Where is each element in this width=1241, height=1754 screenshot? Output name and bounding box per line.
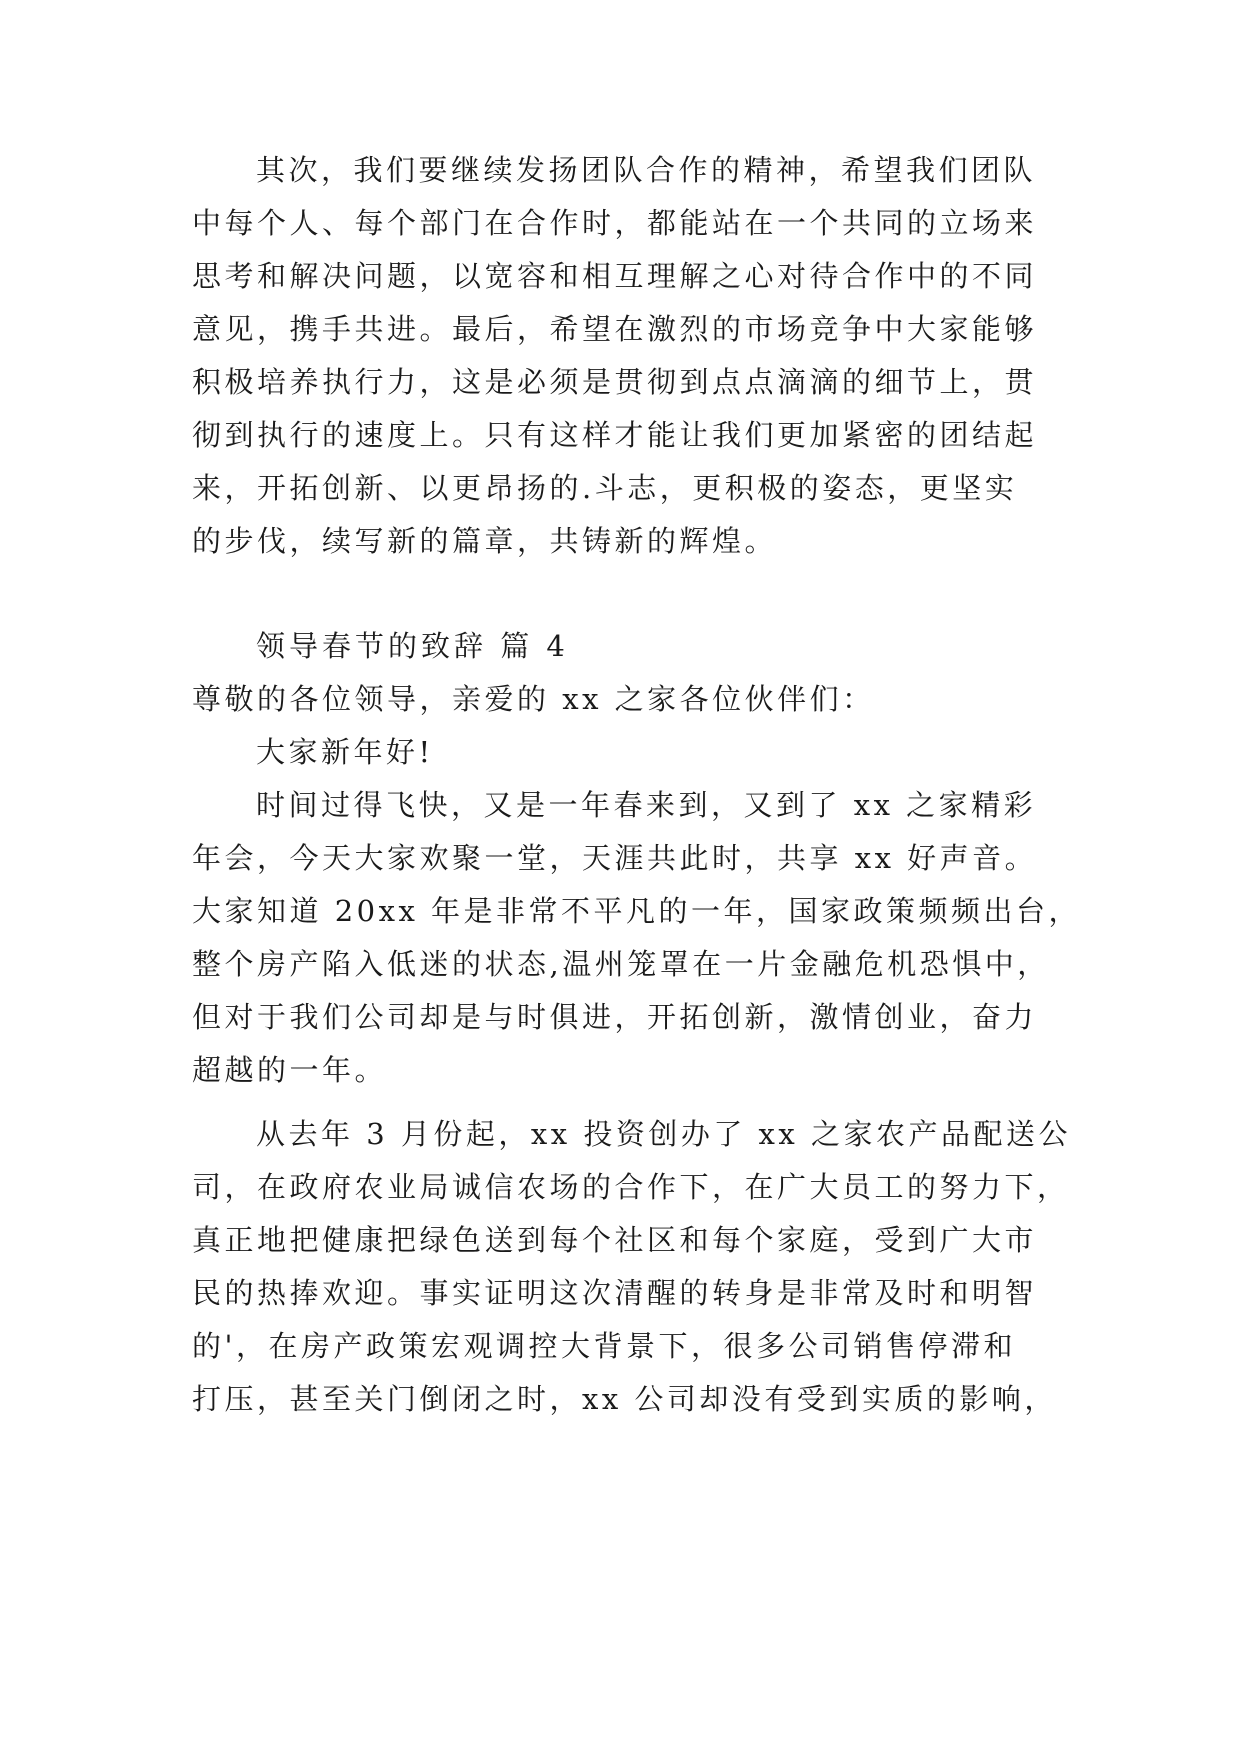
paragraph-line: 来，开拓创新、以更昂扬的.斗志，更积极的姿态，更坚实 — [192, 471, 1018, 505]
salutation: 尊敬的各位领导，亲爱的 xx 之家各位伙伴们： — [192, 682, 875, 716]
paragraph-line: 中每个人、每个部门在合作时，都能站在一个共同的立场来 — [192, 206, 1038, 240]
paragraph-line: 从去年 3 月份起，xx 投资创办了 xx 之家农产品配送公 — [256, 1117, 1071, 1151]
paragraph-line: 意见，携手共进。最后，希望在激烈的市场竞争中大家能够 — [192, 312, 1038, 346]
paragraph-line: 超越的一年。 — [192, 1053, 388, 1087]
paragraph-line: 的'，在房产政策宏观调控大背景下，很多公司销售停滞和 — [192, 1329, 1016, 1363]
paragraph-line: 但对于我们公司却是与时俱进，开拓创新，激情创业，奋力 — [192, 1000, 1038, 1034]
paragraph-line: 司，在政府农业局诚信农场的合作下，在广大员工的努力下， — [192, 1170, 1070, 1204]
paragraph-line: 真正地把健康把绿色送到每个社区和每个家庭，受到广大市 — [192, 1223, 1038, 1257]
paragraph-line: 民的热捧欢迎。事实证明这次清醒的转身是非常及时和明智 — [192, 1276, 1038, 1310]
paragraph-line: 时间过得飞快，又是一年春来到，又到了 xx 之家精彩 — [256, 788, 1037, 822]
paragraph-line: 大家知道 20xx 年是非常不平凡的一年，国家政策频频出台， — [192, 894, 1082, 928]
paragraph-line: 积极培养执行力，这是必须是贯彻到点点滴滴的细节上，贯 — [192, 365, 1038, 399]
paragraph-line: 思考和解决问题，以宽容和相互理解之心对待合作中的不同 — [192, 259, 1038, 293]
section-heading: 领导春节的致辞 篇 4 — [256, 629, 569, 663]
paragraph-line: 年会，今天大家欢聚一堂，天涯共此时，共享 xx 好声音。 — [192, 841, 1038, 875]
greeting: 大家新年好! — [256, 735, 434, 769]
paragraph-line: 其次，我们要继续发扬团队合作的精神，希望我们团队 — [256, 153, 1037, 187]
paragraph-line: 打压，甚至关门倒闭之时，xx 公司却没有受到实质的影响， — [192, 1382, 1057, 1416]
paragraph-line: 整个房产陷入低迷的状态,温州笼罩在一片金融危机恐惧中， — [192, 947, 1050, 981]
paragraph-line: 彻到执行的速度上。只有这样才能让我们更加紧密的团结起 — [192, 418, 1038, 452]
paragraph-line: 的步伐，续写新的篇章，共铸新的辉煌。 — [192, 524, 778, 558]
